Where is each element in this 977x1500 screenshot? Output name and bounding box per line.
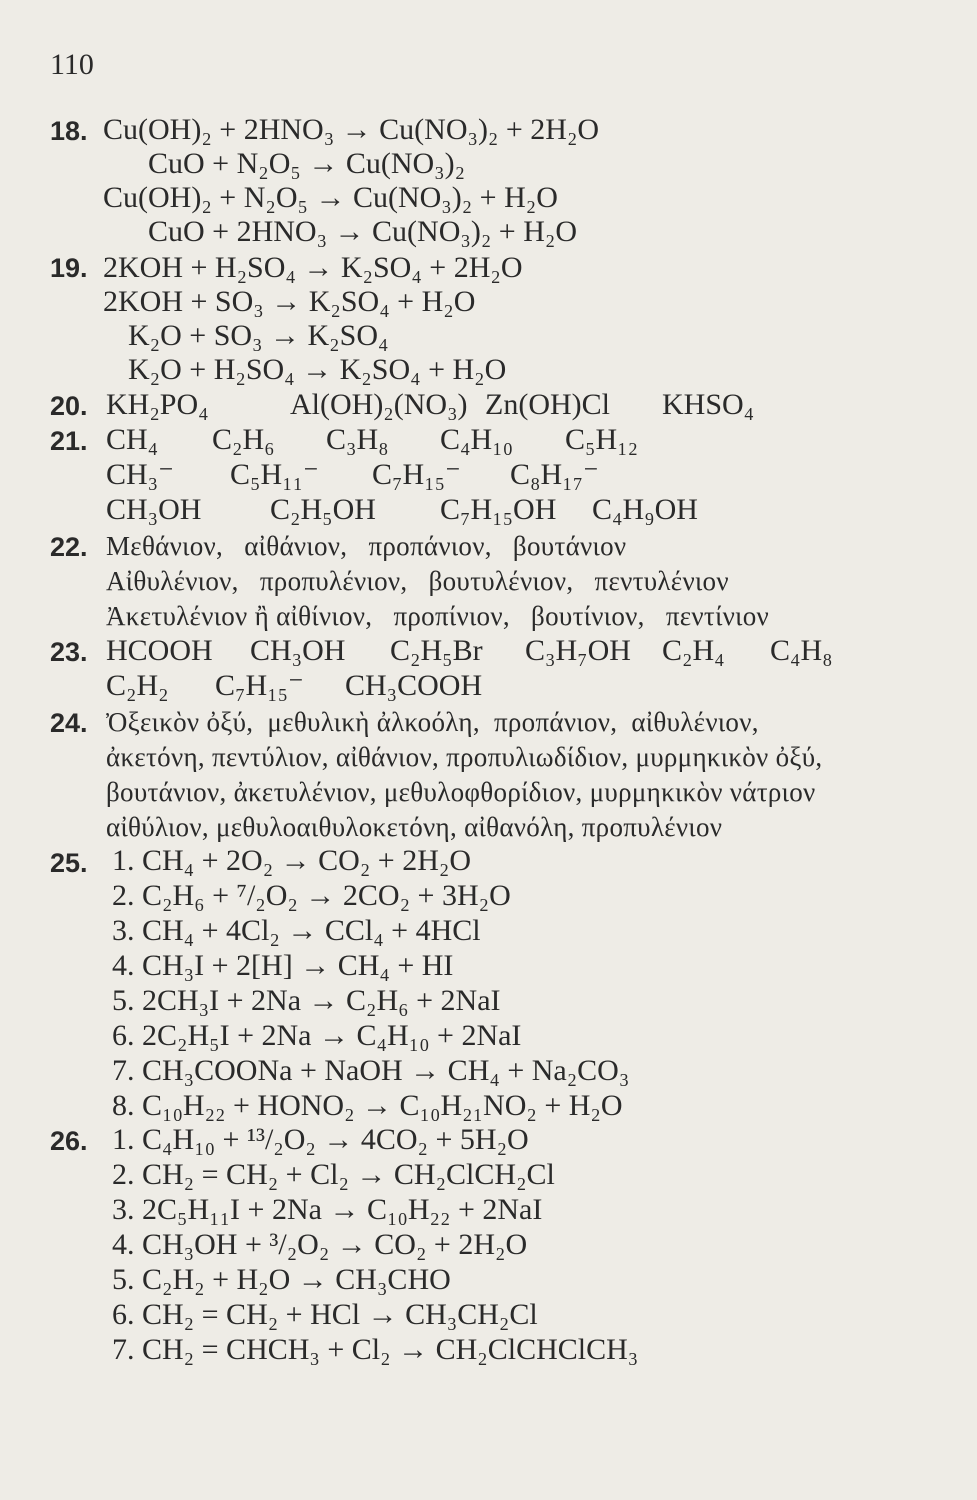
formula: C₂H₄ — [662, 634, 725, 667]
text-line: Μεθάνιον, αἰθάνιον, προπάνιον, βουτάνιον — [106, 531, 627, 561]
formula: C₇H₁₅⁻ — [372, 458, 461, 491]
equation-line: 2. C₂H₆ + ⁷/₂O₂ → 2CO₂ + 3H₂O — [112, 879, 511, 912]
equation-line: 2KOH + SO₃ → K₂SO₄ + H₂O — [103, 285, 476, 318]
exercise-number-21: 21. — [50, 426, 88, 456]
exercise-number-23: 23. — [50, 637, 88, 667]
formula: CH₃OH — [106, 493, 202, 526]
equation-line: Cu(OH)₂ + 2HNO₃ → Cu(NO₃)₂ + 2H₂O — [103, 113, 600, 146]
exercise-number-22: 22. — [50, 532, 88, 562]
formula: CH₄ — [106, 423, 159, 456]
exercise-number-26: 26. — [50, 1126, 88, 1156]
exercise-number-18: 18. — [50, 116, 88, 146]
equation-line: 2. CH₂ = CH₂ + Cl₂ → CH₂ClCH₂Cl — [112, 1158, 555, 1191]
formula: HCOOH — [106, 634, 213, 667]
equation-line: K₂O + SO₃ → K₂SO₄ — [128, 319, 389, 352]
formula: C₂H₂ — [106, 669, 169, 702]
text-line: αἰθύλιον, μεθυλοαιθυλοκετόνη, αἰθανόλη, προπυλένιον — [106, 812, 723, 842]
formula: CH₃COOH — [345, 669, 483, 702]
text-line: βουτάνιον, ἀκετυλένιον, μεθυλοφθορίδιον, μυρμηκικὸν νάτριον — [106, 777, 816, 807]
equation-line: 6. 2C₂H₅I + 2Na → C₄H₁₀ + 2NaI — [112, 1019, 522, 1052]
equation-line: 7. CH₃COONa + NaOH → CH₄ + Na₂CO₃ — [112, 1054, 630, 1087]
page-number: 110 — [50, 48, 94, 81]
formula: C₂H₅OH — [270, 493, 376, 526]
equation-line: 1. CH₄ + 2O₂ → CO₂ + 2H₂O — [112, 844, 472, 877]
formula: CH₃⁻ — [106, 458, 174, 491]
formula: C₅H₁₂ — [565, 423, 639, 456]
formula: C₄H₁₀ — [440, 423, 514, 456]
formula: C₂H₅Br — [390, 634, 483, 667]
text-line: Ἀκετυλένιον ἢ αἰθίνιον, προπίνιον, βουτίνιον, πεντίνιον — [106, 601, 770, 631]
equation-line: 6. CH₂ = CH₂ + HCl → CH₃CH₂Cl — [112, 1298, 538, 1331]
equation-line: CuO + N₂O₅ → Cu(NO₃)₂ — [148, 147, 466, 180]
equation-line: 8. C₁₀H₂₂ + HONO₂ → C₁₀H₂₁NO₂ + H₂O — [112, 1089, 623, 1122]
formula: KH₂PO₄ — [106, 388, 209, 421]
formula: C₄H₈ — [770, 634, 833, 667]
formula: C₂H₆ — [212, 423, 275, 456]
exercise-number-25: 25. — [50, 848, 88, 878]
exercise-number-24: 24. — [50, 708, 88, 738]
text-line: ἀκετόνη, πεντύλιον, αἰθάνιον, προπυλιωδίδιον, μυρμηκικὸν ὀξύ, — [106, 742, 823, 772]
formula: C₅H₁₁⁻ — [230, 458, 319, 491]
equation-line: 1. C₄H₁₀ + ¹³/₂O₂ → 4CO₂ + 5H₂O — [112, 1123, 529, 1156]
equation-line: Cu(OH)₂ + N₂O₅ → Cu(NO₃)₂ + H₂O — [103, 181, 558, 214]
formula: Al(OH)₂(NO₃) — [290, 388, 468, 421]
formula: C₃H₇OH — [525, 634, 631, 667]
formula: CH₃OH — [250, 634, 346, 667]
text-line: Αἰθυλένιον, προπυλένιον, βουτυλένιον, πεντυλένιον — [106, 566, 729, 596]
formula: C₃H₈ — [326, 423, 389, 456]
equation-line: 5. 2CH₃I + 2Na → C₂H₆ + 2NaI — [112, 984, 501, 1017]
equation-line: 3. 2C₅H₁₁I + 2Na → C₁₀H₂₂ + 2NaI — [112, 1193, 543, 1226]
formula: C₇H₁₅⁻ — [215, 669, 304, 702]
formula: C₇H₁₅OH — [440, 493, 557, 526]
equation-line: 5. C₂H₂ + H₂O → CH₃CHO — [112, 1263, 451, 1296]
formula: KHSO₄ — [662, 388, 755, 421]
exercise-number-19: 19. — [50, 253, 88, 283]
equation-line: 3. CH₄ + 4Cl₂ → CCl₄ + 4HCl — [112, 914, 481, 947]
equation-line: K₂O + H₂SO₄ → K₂SO₄ + H₂O — [128, 353, 507, 386]
equation-line: 4. CH₃I + 2[H] → CH₄ + HI — [112, 949, 454, 982]
exercise-number-20: 20. — [50, 391, 88, 421]
equation-line: 4. CH₃OH + ³/₂O₂ → CO₂ + 2H₂O — [112, 1228, 528, 1261]
formula: Zn(OH)Cl — [485, 388, 610, 421]
formula: C₈H₁₇⁻ — [510, 458, 599, 491]
equation-line: CuO + 2HNO₃ → Cu(NO₃)₂ + H₂O — [148, 215, 577, 248]
formula: C₄H₉OH — [592, 493, 698, 526]
equation-line: 2KOH + H₂SO₄ → K₂SO₄ + 2H₂O — [103, 251, 523, 284]
equation-line: 7. CH₂ = CHCH₃ + Cl₂ → CH₂ClCHClCH₃ — [112, 1333, 639, 1366]
text-line: Ὀξεικὸν ὀξύ, μεθυλικὴ ἀλκοόλη, προπάνιον, αἰθυλένιον, — [106, 707, 759, 737]
